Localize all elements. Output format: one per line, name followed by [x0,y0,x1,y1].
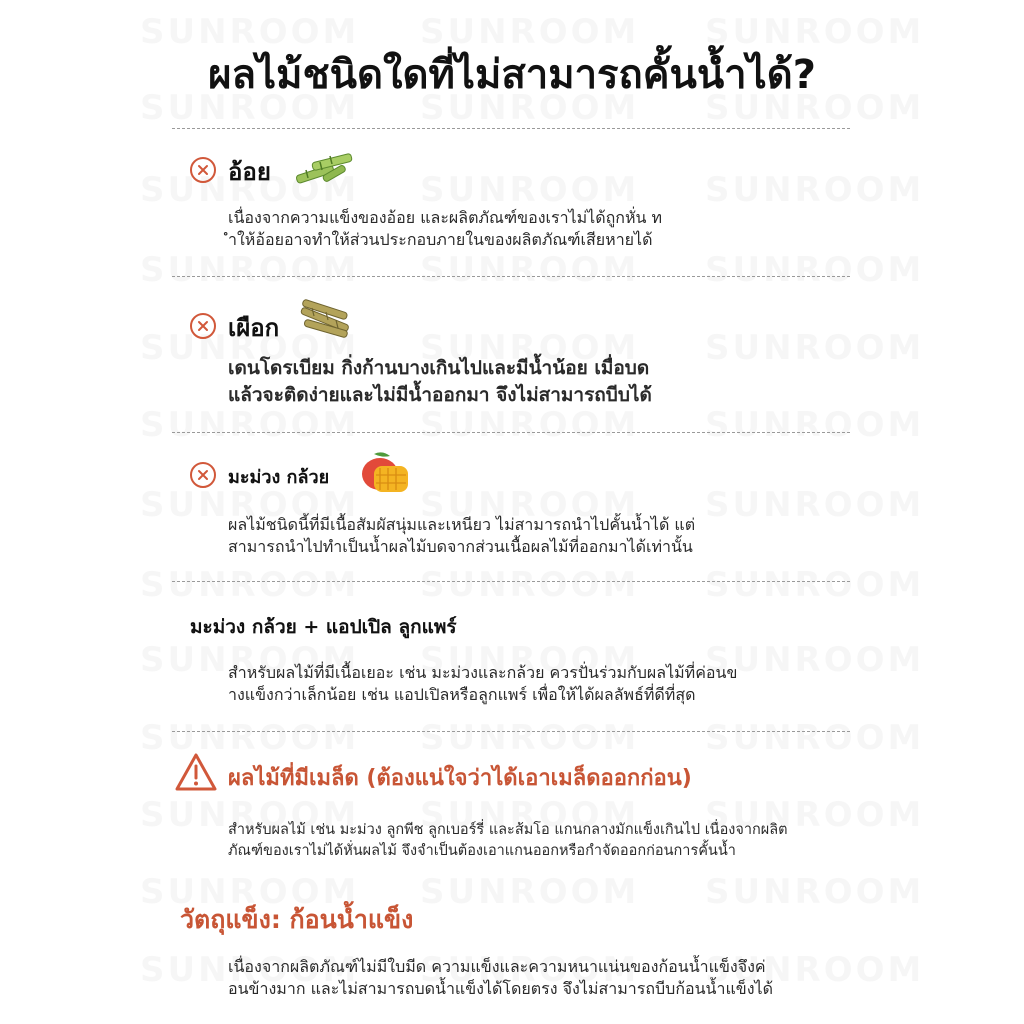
section-body [228,207,848,251]
body-line: สำหรับผลไม้ที่มีเนื้อเยอะ เช่น มะม่วงและกล้วย ควรปั่นร่วมกับผลไม้ที่ค่อนข [228,663,738,682]
divider [172,128,850,129]
watermark [140,718,359,758]
section-body [228,820,848,862]
section-body [228,956,848,1000]
body-line: เนื่องจากความแข็งของอ้อย และผลิตภัณฑ์ของเราไม่ได้ถูกหั่น ท [228,208,663,227]
body-line: ผลไม้ชนิดนี้ที่มีเนื้อสัมผัสนุ่มและเหนียว ไม่สามารถนำไปคั้นน้ำได้ แต่ [228,515,696,534]
divider [172,276,850,277]
body-line: สำหรับผลไม้ เช่น มะม่วง ลูกพีช ลูกเบอร์รี่ และส้มโอ แกนกลางมักแข็งเกินไป เนื่องจากผลิต [228,822,788,838]
section-heading: มะม่วง กล้วย [228,467,330,488]
watermark [705,718,924,758]
divider [172,432,850,433]
watermark [420,565,639,605]
mango-icon [356,450,412,496]
body-line: างแข็งกว่าเล็กน้อย เช่น แอปเปิลหรือลูกแพร์ เพื่อให้ได้ผลลัพธ์ที่ดีที่สุด [228,685,696,704]
watermark [140,565,359,605]
taro-icon [296,298,356,342]
watermark [705,565,924,605]
watermark [420,250,639,290]
body-line: ภัณฑ์ของเราไม่ได้หั่นผลไม้ จึงจำเป็นต้องเอาแกนออกหรือกำจัดออกก่อนการคั้นน้ำ [228,843,736,859]
watermark [420,718,639,758]
section-heading: ผลไม้ที่มีเมล็ด (ต้องแน่ใจว่าได้เอาเมล็ดออกก่อน) [228,766,692,791]
watermark [420,170,639,210]
x-circle-icon [190,462,216,488]
watermark [420,872,639,912]
watermark [705,250,924,290]
section-body [228,355,848,409]
divider [172,581,850,582]
watermark [140,250,359,290]
sugarcane-icon [292,148,356,188]
divider [172,731,850,732]
section-heading: อ้อย [228,158,271,186]
warning-icon [174,752,218,792]
body-line: เดนโดรเบียม กิ่งก้านบางเกินไปและมีน้ำน้อย เมื่อบด [228,357,650,379]
x-circle-icon [190,313,216,339]
section-body [228,514,848,558]
section-heading: เผือก [228,314,280,342]
body-line: เนื่องจากผลิตภัณฑ์ไม่มีใบมีด ความแข็งและความหนาแน่นของก้อนน้ำแข็งจึงค่ [228,957,766,976]
watermark [420,405,639,445]
section-body [228,662,848,706]
body-line: แล้วจะติดง่ายและไม่มีน้ำออกมา จึงไม่สามารถบีบได้ [228,384,652,406]
watermark [705,405,924,445]
watermark [140,405,359,445]
page-title: ผลไม้ชนิดใดที่ไม่สามารถคั้นน้ำได้? [208,52,816,98]
body-line: อนข้างมาก และไม่สามารถบดน้ำแข็งได้โดยตรง จึงไม่สามารถบีบก้อนน้ำแข็งได้ [228,979,773,998]
body-line: สามารถนำไปทำเป็นน้ำผลไม้บดจากส่วนเนื้อผลไม้ที่ออกมาได้เท่านั้น [228,537,693,556]
watermark [705,872,924,912]
section-heading: วัตถุแข็ง: ก้อนน้ำแข็ง [180,905,414,934]
x-circle-icon [190,157,216,183]
section-heading: มะม่วง กล้วย + แอปเปิล ลูกแพร์ [190,616,457,638]
watermark [705,170,924,210]
body-line: ำให้อ้อยอาจทำให้ส่วนประกอบภายในของผลิตภัณฑ์เสียหายได้ [228,230,653,249]
